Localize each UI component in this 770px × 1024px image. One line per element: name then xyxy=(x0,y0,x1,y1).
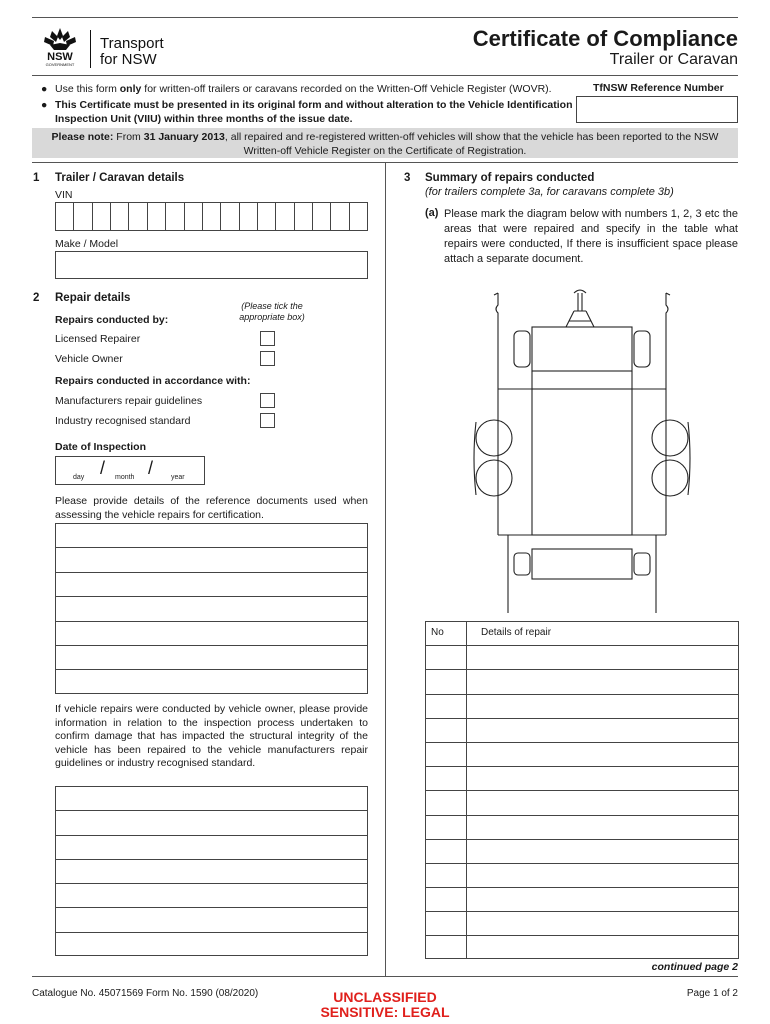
front-body-panel xyxy=(532,327,632,371)
repair-details-cell[interactable] xyxy=(467,816,738,839)
make-model-label: Make / Model xyxy=(55,238,119,250)
table-row xyxy=(426,791,738,815)
date-separator: / xyxy=(148,458,154,478)
repairs-conducted-by-label: Repairs conducted by: xyxy=(55,314,169,326)
reference-docs-line[interactable] xyxy=(56,597,367,621)
repair-no-cell[interactable] xyxy=(426,719,467,742)
table-row xyxy=(426,912,738,936)
owner-inspection-line[interactable] xyxy=(56,933,367,955)
left-rear-wheel xyxy=(476,460,512,496)
industry-standard-checkbox[interactable] xyxy=(260,413,275,428)
column-divider xyxy=(385,163,386,976)
repair-details-cell[interactable] xyxy=(467,719,738,742)
repair-no-cell[interactable] xyxy=(426,816,467,839)
intro-bullet-1: ● Use this form only for written-off trailers or caravans recorded on the Written-Off Vehicle Register (WOVR). xyxy=(41,83,552,95)
tick-hint: (Please tick the appropriate box) xyxy=(239,301,305,322)
hitch-shape xyxy=(566,290,594,327)
vin-cell[interactable] xyxy=(129,203,147,230)
reference-docs-line[interactable] xyxy=(56,622,367,646)
vin-cell[interactable] xyxy=(166,203,184,230)
manufacturer-guidelines-checkbox[interactable] xyxy=(260,393,275,408)
page-title: Certificate of Compliance xyxy=(472,26,738,51)
repair-no-cell[interactable] xyxy=(426,912,467,935)
repair-details-cell[interactable] xyxy=(467,743,738,766)
col-no-header: No xyxy=(426,622,467,645)
vin-cell[interactable] xyxy=(93,203,111,230)
top-rule xyxy=(32,17,738,18)
manufacturer-guidelines-label: Manufacturers repair guidelines xyxy=(55,395,203,407)
vin-cell[interactable] xyxy=(258,203,276,230)
catalogue-number: Catalogue No. 45071569 Form No. 1590 (08/2020) xyxy=(32,988,259,999)
logo-line-2: for NSW xyxy=(100,51,157,68)
repair-details-cell[interactable] xyxy=(467,670,738,693)
table-row xyxy=(426,840,738,864)
repair-details-cell[interactable] xyxy=(467,646,738,669)
repair-no-cell[interactable] xyxy=(426,840,467,863)
date-of-inspection-input[interactable] xyxy=(55,456,205,485)
col-details-header: Details of repair xyxy=(481,627,552,638)
reference-docs-lines xyxy=(55,523,368,694)
vin-input[interactable] xyxy=(55,202,368,231)
main-deck-panel xyxy=(532,389,632,535)
table-row xyxy=(426,936,738,958)
logo-divider xyxy=(90,30,91,68)
repair-no-cell[interactable] xyxy=(426,743,467,766)
reference-docs-line[interactable] xyxy=(56,573,367,597)
table-row xyxy=(426,888,738,912)
repair-details-cell[interactable] xyxy=(467,936,738,958)
section-3-subtitle: (for trailers complete 3a, for caravans complete 3b) xyxy=(425,186,674,198)
repair-no-cell[interactable] xyxy=(426,695,467,718)
section-1-title: Trailer / Caravan details xyxy=(55,172,185,184)
logo-government-text: GOVERNMENT xyxy=(45,62,75,67)
repairs-table-header xyxy=(426,622,738,646)
vin-cell[interactable] xyxy=(111,203,129,230)
rear-right-light xyxy=(634,553,650,575)
front-left-jockey-wheel xyxy=(514,331,530,367)
table-row xyxy=(426,719,738,743)
vin-cell[interactable] xyxy=(221,203,239,230)
accordance-label: Repairs conducted in accordance with: xyxy=(55,375,251,387)
logo-nsw-text: NSW xyxy=(47,51,73,63)
owner-inspection-line[interactable] xyxy=(56,860,367,884)
owner-inspection-line[interactable] xyxy=(56,836,367,860)
vin-label: VIN xyxy=(55,189,73,201)
repair-details-cell[interactable] xyxy=(467,695,738,718)
day-hint: day xyxy=(73,474,85,481)
table-row xyxy=(426,816,738,840)
classification-line-1: UNCLASSIFIED xyxy=(333,989,437,1005)
date-separator: / xyxy=(100,458,106,478)
owner-inspection-line[interactable] xyxy=(56,884,367,908)
intro-bullet-2: ● This Certificate must be presented in its original form and without alteration to the Vehicle Identification Inspection Unit (VIIU) within three months of the issue date. xyxy=(41,99,573,125)
table-row xyxy=(426,743,738,767)
rear-left-light xyxy=(514,553,530,575)
vin-cell[interactable] xyxy=(313,203,331,230)
section-3-number: 3 xyxy=(404,172,411,184)
make-model-input[interactable] xyxy=(55,251,368,279)
trailer-diagram[interactable] xyxy=(470,285,692,615)
repairs-table xyxy=(425,621,739,959)
repair-no-cell[interactable] xyxy=(426,791,467,814)
classification-label xyxy=(285,990,485,1020)
repair-no-cell[interactable] xyxy=(426,936,467,958)
note-banner: Please note: From 31 January 2013, all repaired and re-registered written-off vehicles will show that the vehicle has been reported to the NSW Written-off Vehicle Register on the Certificate of Registration. xyxy=(32,128,738,158)
table-row xyxy=(426,646,738,670)
owner-inspection-instruction: If vehicle repairs were conducted by vehicle owner, please provide information in relation to the inspection process undertaken to confirm damage that has impacted the structural integrity of the vehicle has been repaired to the vehicle manufacturers repair guidelines or industry recognised standard. xyxy=(55,703,368,769)
left-front-wheel xyxy=(476,420,512,456)
classification-line-2: SENSITIVE: LEGAL xyxy=(320,1004,450,1020)
reference-docs-instruction: Please provide details of the reference documents used when assessing the vehicle repairs for certification. xyxy=(55,495,368,521)
repair-details-cell[interactable] xyxy=(467,912,738,935)
header-rule xyxy=(32,75,738,76)
part-a-label: (a) xyxy=(425,207,439,219)
date-of-inspection-label: Date of Inspection xyxy=(55,441,147,453)
vin-cell[interactable] xyxy=(148,203,166,230)
licensed-repairer-label: Licensed Repairer xyxy=(55,333,141,345)
page-number: Page 1 of 2 xyxy=(686,988,738,999)
vin-cell[interactable] xyxy=(276,203,294,230)
repair-details-cell[interactable] xyxy=(467,864,738,887)
owner-inspection-line[interactable] xyxy=(56,908,367,932)
vin-cell[interactable] xyxy=(295,203,313,230)
page-subtitle: Trailer or Caravan xyxy=(609,51,738,68)
repair-no-cell[interactable] xyxy=(426,670,467,693)
vin-cell[interactable] xyxy=(240,203,258,230)
waratah-logo-icon xyxy=(38,26,82,68)
rear-panel xyxy=(532,549,632,579)
reference-number-label: TfNSW Reference Number xyxy=(593,82,724,94)
logo-wordmark xyxy=(100,36,164,68)
reference-docs-line[interactable] xyxy=(56,670,367,693)
table-row xyxy=(426,767,738,791)
table-row xyxy=(426,670,738,694)
bullet-dot-icon: ● xyxy=(41,99,48,111)
repair-no-cell[interactable] xyxy=(426,864,467,887)
reference-docs-line[interactable] xyxy=(56,548,367,572)
front-right-jockey-wheel xyxy=(634,331,650,367)
logo-line-1: Transport xyxy=(100,35,164,52)
vin-cell[interactable] xyxy=(350,203,367,230)
right-rear-wheel xyxy=(652,460,688,496)
right-front-wheel xyxy=(652,420,688,456)
repair-details-cell[interactable] xyxy=(467,888,738,911)
vin-cell[interactable] xyxy=(185,203,203,230)
repair-no-cell[interactable] xyxy=(426,767,467,790)
table-row xyxy=(426,695,738,719)
vin-cell[interactable] xyxy=(203,203,221,230)
repair-details-cell[interactable] xyxy=(467,791,738,814)
reference-docs-line[interactable] xyxy=(56,646,367,670)
table-row xyxy=(426,864,738,888)
section-2-title: Repair details xyxy=(55,292,131,304)
vehicle-owner-checkbox[interactable] xyxy=(260,351,275,366)
part-a-instruction: Please mark the diagram below with numbers 1, 2, 3 etc the areas that were repaired and specify in the table what repairs were conducted, If there is insufficient space please attach a separate document. xyxy=(444,208,738,265)
owner-inspection-line[interactable] xyxy=(56,787,367,811)
section-2-number: 2 xyxy=(33,292,40,304)
repair-details-cell[interactable] xyxy=(467,840,738,863)
vin-cell[interactable] xyxy=(331,203,349,230)
section-3-title: Summary of repairs conducted xyxy=(425,172,595,184)
continued-note: continued page 2 xyxy=(651,961,738,973)
repair-no-cell[interactable] xyxy=(426,646,467,669)
reference-docs-line[interactable] xyxy=(56,524,367,548)
industry-standard-label: Industry recognised standard xyxy=(55,415,191,427)
bottom-rule xyxy=(32,976,738,977)
repair-details-cell[interactable] xyxy=(467,767,738,790)
vin-cell[interactable] xyxy=(74,203,92,230)
owner-inspection-line[interactable] xyxy=(56,811,367,835)
repair-no-cell[interactable] xyxy=(426,888,467,911)
year-hint: year xyxy=(171,474,185,481)
owner-inspection-lines xyxy=(55,786,368,956)
section-1-number: 1 xyxy=(33,172,40,184)
licensed-repairer-checkbox[interactable] xyxy=(260,331,275,346)
vin-cell[interactable] xyxy=(56,203,74,230)
month-hint: month xyxy=(115,474,135,481)
reference-number-input[interactable] xyxy=(576,96,738,123)
bullet-dot-icon: ● xyxy=(41,83,48,95)
vehicle-owner-label: Vehicle Owner xyxy=(55,353,123,365)
